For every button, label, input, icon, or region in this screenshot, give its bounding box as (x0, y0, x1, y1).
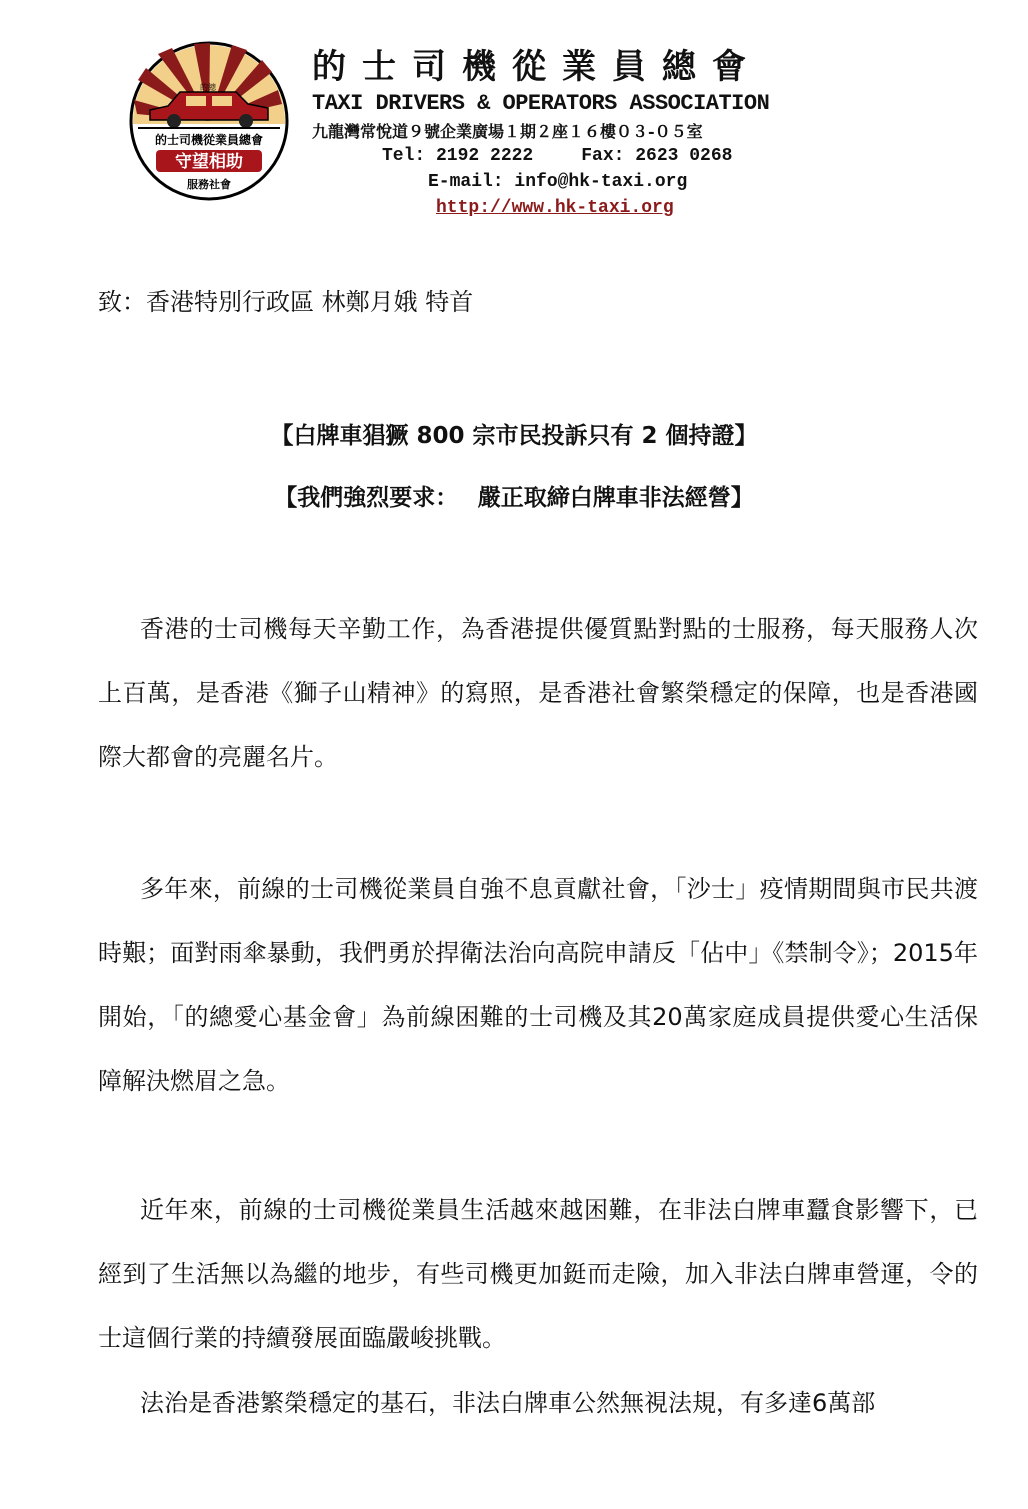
letter-recipient: 致：香港特別行政區 林鄭月娥 特首 (98, 288, 474, 316)
fax: Fax: 2623 0268 (581, 146, 733, 166)
body-paragraph-4: 法治是香港繁榮穩定的基石，非法白牌車公然無視法規，有多達6萬部 (140, 1389, 876, 1417)
headline-complaints: 【白牌車猖獗 800 宗市民投訴只有 2 個持證】 (270, 423, 758, 449)
car-label: 的總 (200, 83, 216, 92)
org-name-english: TAXI DRIVERS & OPERATORS ASSOCIATION (312, 91, 770, 116)
association-logo (128, 40, 290, 202)
body-paragraph-2: 多年來，前線的士司機從業員自強不息貢獻社會，「沙士」疫情期間與市民共渡時艱；面對雨傘暴動，我們勇於捍衛法治向高院申請反「佔中」《禁制令》；2015年開始，「的總愛心基金會」為前線困難的士司機及其20萬家庭成員提供愛心生活保障解決燃眉之急。 (98, 875, 978, 1095)
body-paragraph-1: 香港的士司機每天辛勤工作，為香港提供優質點對點的士服務，每天服務人次上百萬，是香港《獅子山精神》的寫照，是香港社會繁榮穩定的保障，也是香港國際大都會的亮麗名片。 (98, 615, 978, 771)
logo-ring-text: 的士司機從業員總會 (154, 133, 264, 147)
letterhead (128, 40, 828, 220)
organization-info (312, 40, 832, 220)
logo-tagline: 服務社會 (187, 178, 231, 191)
logo-motto: 守望相助 (175, 152, 243, 172)
body-paragraph-3: 近年來，前線的士司機從業員生活越來越困難，在非法白牌車蠶食影響下，已經到了生活無以為繼的地步，有些司機更加鋌而走險，加入非法白牌車營運，令的士這個行業的持續發展面臨嚴峻挑戰。 (98, 1196, 978, 1352)
phone-fax-line (312, 144, 832, 168)
website-link[interactable]: http://www.hk-taxi.org (436, 198, 674, 218)
org-address: 九龍灣常悅道９號企業廣場１期２座１６樓０３-０５室 (312, 122, 703, 141)
telephone: Tel: 2192 2222 (382, 146, 534, 166)
email-address[interactable]: E-mail: info@hk-taxi.org (428, 172, 688, 192)
org-name-chinese: 的士司機從業員總會 (312, 47, 762, 87)
headline-demand: 【我們強烈要求： 嚴正取締白牌車非法經營】 (274, 485, 754, 511)
